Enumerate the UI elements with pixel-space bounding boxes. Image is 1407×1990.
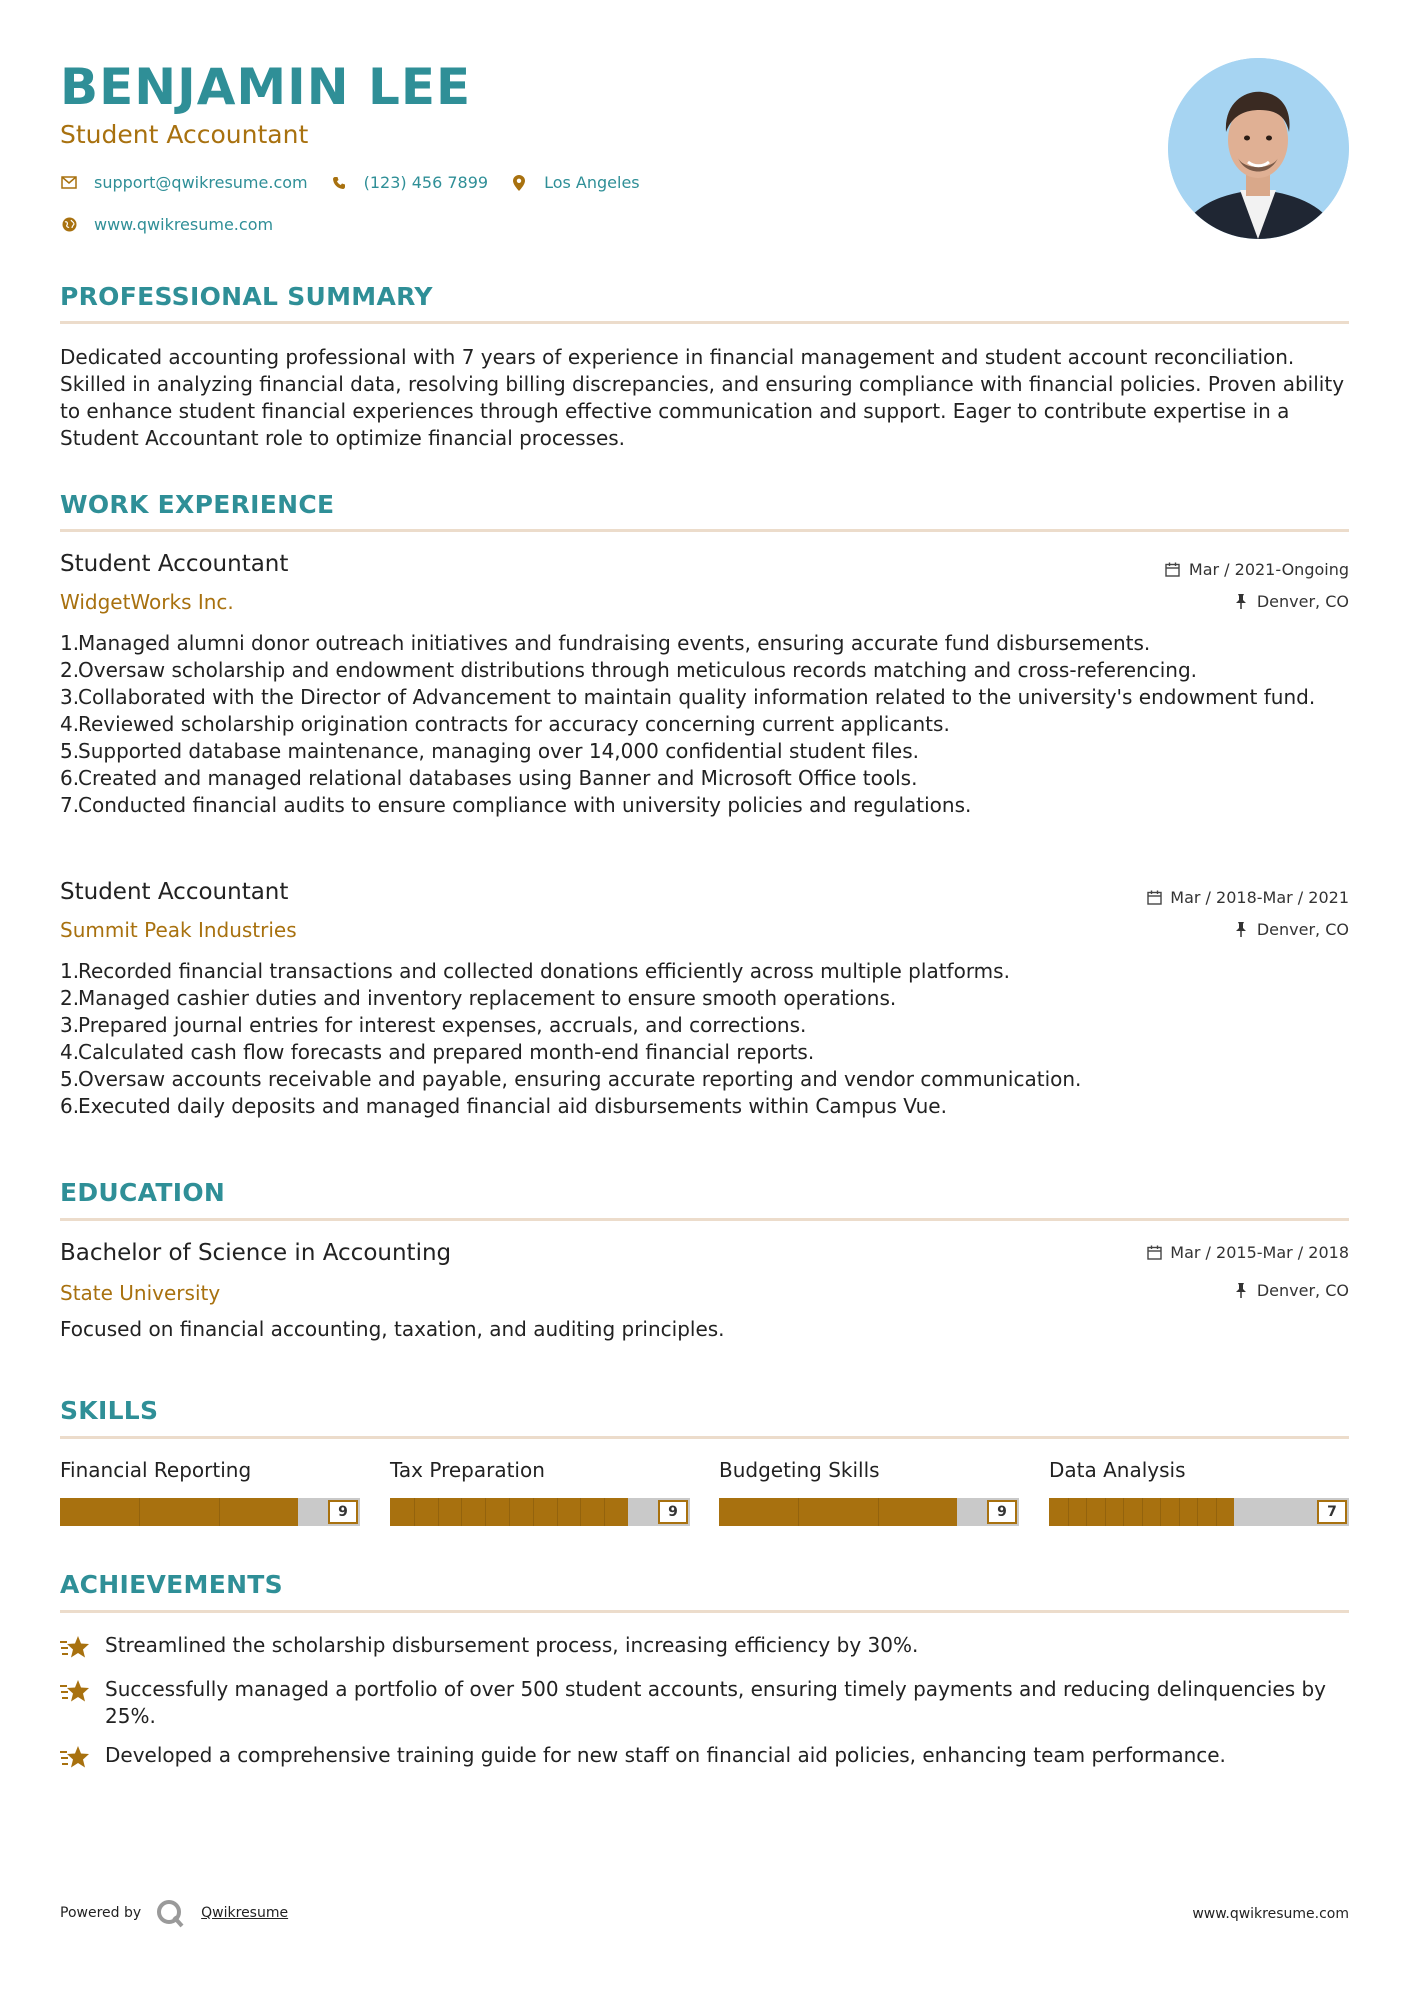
- skill-bar-segment: [1123, 1498, 1124, 1526]
- globe-icon: [60, 216, 78, 234]
- skill-bar-segment: [604, 1498, 605, 1526]
- pushpin-icon: [1233, 1283, 1249, 1299]
- list-item: 7. Conducted financial audits to ensure compliance with university policies and regulations.: [60, 793, 972, 817]
- bullet-text: Reviewed scholarship origination contracts for accuracy concerning current applicants.: [78, 712, 950, 736]
- pushpin-icon: [1233, 594, 1249, 610]
- skill-item: [1049, 1458, 1349, 1520]
- bullet-text: Executed daily deposits and managed financial aid disbursements within Campus Vue.: [78, 1094, 947, 1118]
- email-item[interactable]: [60, 173, 308, 192]
- skill-bar-fill: [1049, 1498, 1234, 1526]
- envelope-icon: [60, 174, 78, 192]
- job-title: Student Accountant: [60, 551, 289, 577]
- skill-bar-segment: [1197, 1498, 1198, 1526]
- list-item: 5. Supported database maintenance, managing over 14,000 confidential student files.: [60, 739, 919, 763]
- skill-bar-segment: [1105, 1498, 1106, 1526]
- location-item: [510, 173, 640, 192]
- powered-by-label: Powered by: [60, 1905, 142, 1921]
- company-name: WidgetWorks Inc.: [60, 590, 234, 614]
- job-location: [1233, 920, 1349, 939]
- job-dates: [1146, 888, 1349, 907]
- location-text: Los Angeles: [544, 173, 640, 192]
- achievement-text: Streamlined the scholarship disbursement process, increasing efficiency by 30%.: [105, 1633, 919, 1657]
- skills-divider: [60, 1436, 1349, 1439]
- profile-photo: [1168, 58, 1349, 239]
- list-item: 1. Recorded financial transactions and collected donations efficiently across multiple platforms.: [60, 959, 1010, 983]
- skill-bar-segment: [1068, 1498, 1069, 1526]
- star-achievement-icon: [60, 1678, 92, 1704]
- education-heading: EDUCATION: [60, 1178, 226, 1207]
- bullet-text: Supported database maintenance, managing over 14,000 confidential student files.: [78, 739, 919, 763]
- skill-score: 7: [1317, 1500, 1347, 1524]
- candidate-name: BENJAMIN LEE: [60, 58, 472, 116]
- job-title: Student Accountant: [60, 879, 289, 905]
- list-item: 3. Prepared journal entries for interest expenses, accruals, and corrections.: [60, 1013, 807, 1037]
- skill-bar-segment: [878, 1498, 879, 1526]
- skill-score: 9: [658, 1500, 688, 1524]
- contact-row: [60, 173, 662, 192]
- job-dates-text: Mar / 2021-Ongoing: [1188, 560, 1349, 579]
- education-divider: [60, 1218, 1349, 1221]
- skill-bar-fill: [60, 1498, 298, 1526]
- job-dates: [1165, 560, 1349, 579]
- skill-bar: [1049, 1498, 1349, 1526]
- skill-bar-segment: [509, 1498, 510, 1526]
- summary-text: Dedicated accounting professional with 7 years of experience in financial management and student account reconciliation. Skilled in analyzing financial data, resolving billing discrepancies, and ensuring compliance with financial policies. Proven ability to enhance student financial experiences through effective communication and support. Eager to contribute expertise in a Student Accountant role to optimize financial processes.: [60, 345, 1345, 450]
- job-bullets: [60, 958, 1349, 1120]
- bullet-text: Calculated cash flow forecasts and prepared month-end financial reports.: [78, 1040, 815, 1064]
- footer-website[interactable]: www.qwikresume.com: [1192, 1906, 1349, 1922]
- skill-item: [719, 1458, 1019, 1520]
- star-achievement-icon: [60, 1634, 92, 1660]
- bullet-text: Managed cashier duties and inventory replacement to ensure smooth operations.: [78, 986, 897, 1010]
- skill-bar-segment: [414, 1498, 415, 1526]
- skill-bar-segment: [1086, 1498, 1087, 1526]
- job-dates-text: Mar / 2018-Mar / 2021: [1170, 888, 1349, 907]
- skill-bar-segment: [1142, 1498, 1143, 1526]
- phone-text[interactable]: (123) 456 7899: [363, 173, 489, 192]
- summary-heading: PROFESSIONAL SUMMARY: [60, 282, 433, 311]
- list-item: 2. Managed cashier duties and inventory replacement to ensure smooth operations.: [60, 986, 897, 1010]
- skill-item: [60, 1458, 360, 1520]
- map-pin-icon: [510, 174, 528, 192]
- list-item: 6. Executed daily deposits and managed financial aid disbursements within Campus Vue.: [60, 1094, 947, 1118]
- bullet-text: Prepared journal entries for interest expenses, accruals, and corrections.: [78, 1013, 807, 1037]
- list-item: 3. Collaborated with the Director of Advancement to maintain quality information related to the university's endowment fund.: [60, 685, 1316, 709]
- summary-divider: [60, 321, 1349, 324]
- skill-bar-segment: [1216, 1498, 1217, 1526]
- company-name: Summit Peak Industries: [60, 918, 297, 942]
- achievement-text: Successfully managed a portfolio of over 500 student accounts, ensuring timely payments and reducing delinquencies by 25%.: [105, 1677, 1327, 1728]
- phone-icon: [330, 174, 348, 192]
- achievement-item: [60, 1632, 1349, 1659]
- skill-bar-segment: [139, 1498, 140, 1526]
- skill-bar-segment: [1179, 1498, 1180, 1526]
- pushpin-icon: [1233, 922, 1249, 938]
- degree-title: Bachelor of Science in Accounting: [60, 1240, 452, 1266]
- skill-bar-segment: [219, 1498, 220, 1526]
- skill-bar-segment: [485, 1498, 486, 1526]
- candidate-role: Student Accountant: [60, 120, 309, 149]
- skill-name: Tax Preparation: [390, 1458, 545, 1482]
- phone-item[interactable]: [330, 173, 488, 192]
- job-location-text: Denver, CO: [1256, 920, 1349, 939]
- bullet-text: Recorded financial transactions and collected donations efficiently across multiple platforms.: [78, 959, 1010, 983]
- skill-name: Data Analysis: [1049, 1458, 1186, 1482]
- bullet-text: Oversaw scholarship and endowment distributions through meticulous records matching and cross-referencing.: [78, 658, 1198, 682]
- skill-bar-segment: [438, 1498, 439, 1526]
- achievements-heading: ACHIEVEMENTS: [60, 1570, 283, 1599]
- job-bullets: [60, 630, 1349, 819]
- qwikresume-logo-icon: [155, 1898, 185, 1928]
- calendar-icon: [1165, 562, 1181, 578]
- skill-bar-segment: [580, 1498, 581, 1526]
- calendar-icon: [1146, 1245, 1162, 1261]
- calendar-icon: [1146, 890, 1162, 906]
- star-achievement-icon: [60, 1744, 92, 1770]
- website-text[interactable]: www.qwikresume.com: [94, 215, 274, 234]
- resume-page: [60, 0, 1349, 1990]
- education-dates: [1146, 1243, 1349, 1262]
- achievements-divider: [60, 1610, 1349, 1613]
- experience-divider: [60, 529, 1349, 532]
- list-item: 4. Calculated cash flow forecasts and prepared month-end financial reports.: [60, 1040, 815, 1064]
- experience-heading: WORK EXPERIENCE: [60, 490, 335, 519]
- job-location-text: Denver, CO: [1256, 592, 1349, 611]
- bullet-text: Collaborated with the Director of Advancement to maintain quality information related to the university's endowment fund.: [78, 685, 1316, 709]
- qwikresume-link[interactable]: Qwikresume: [201, 1905, 289, 1921]
- skill-bar: [60, 1498, 360, 1526]
- list-item: 1. Managed alumni donor outreach initiatives and fundraising events, ensuring accurate fund disbursements.: [60, 631, 1151, 655]
- list-item: 5. Oversaw accounts receivable and payable, ensuring accurate reporting and vendor communication.: [60, 1067, 1082, 1091]
- skills-heading: SKILLS: [60, 1396, 159, 1425]
- bullet-text: Created and managed relational databases using Banner and Microsoft Office tools.: [78, 766, 918, 790]
- list-item: 6. Created and managed relational databases using Banner and Microsoft Office tools.: [60, 766, 918, 790]
- list-item: 4. Reviewed scholarship origination contracts for accuracy concerning current applicants.: [60, 712, 950, 736]
- skill-item: [390, 1458, 690, 1520]
- bullet-text: Managed alumni donor outreach initiatives and fundraising events, ensuring accurate fund disbursements.: [78, 631, 1151, 655]
- website-item[interactable]: [60, 215, 273, 234]
- footer-powered-by: [60, 1898, 288, 1928]
- skill-bar-segment: [557, 1498, 558, 1526]
- education-location-text: Denver, CO: [1256, 1281, 1349, 1300]
- skill-name: Budgeting Skills: [719, 1458, 880, 1482]
- education-description: Focused on financial accounting, taxation, and auditing principles.: [60, 1317, 725, 1341]
- skill-score: 9: [987, 1500, 1017, 1524]
- skill-name: Financial Reporting: [60, 1458, 252, 1482]
- bullet-text: Conducted financial audits to ensure compliance with university policies and regulations.: [78, 793, 972, 817]
- skill-bar-segment: [533, 1498, 534, 1526]
- email-text[interactable]: support@qwikresume.com: [94, 173, 308, 192]
- achievement-text: Developed a comprehensive training guide for new staff on financial aid policies, enhancing team performance.: [105, 1743, 1226, 1767]
- skill-bar-fill: [390, 1498, 628, 1526]
- skill-bar-segment: [1160, 1498, 1161, 1526]
- skill-score: 9: [328, 1500, 358, 1524]
- skill-bar: [719, 1498, 1019, 1526]
- skill-bar-segment: [461, 1498, 462, 1526]
- skill-bar: [390, 1498, 690, 1526]
- job-location: [1233, 592, 1349, 611]
- skill-bar-fill: [719, 1498, 957, 1526]
- list-item: 2. Oversaw scholarship and endowment distributions through meticulous records matching and cross-referencing.: [60, 658, 1198, 682]
- bullet-text: Oversaw accounts receivable and payable, ensuring accurate reporting and vendor communication.: [78, 1067, 1082, 1091]
- skill-bar-segment: [798, 1498, 799, 1526]
- achievement-item: [60, 1742, 1349, 1769]
- education-dates-text: Mar / 2015-Mar / 2018: [1170, 1243, 1349, 1262]
- achievement-item: [60, 1676, 1349, 1730]
- education-location: [1233, 1281, 1349, 1300]
- website-row: [60, 215, 295, 234]
- school-name: State University: [60, 1281, 221, 1305]
